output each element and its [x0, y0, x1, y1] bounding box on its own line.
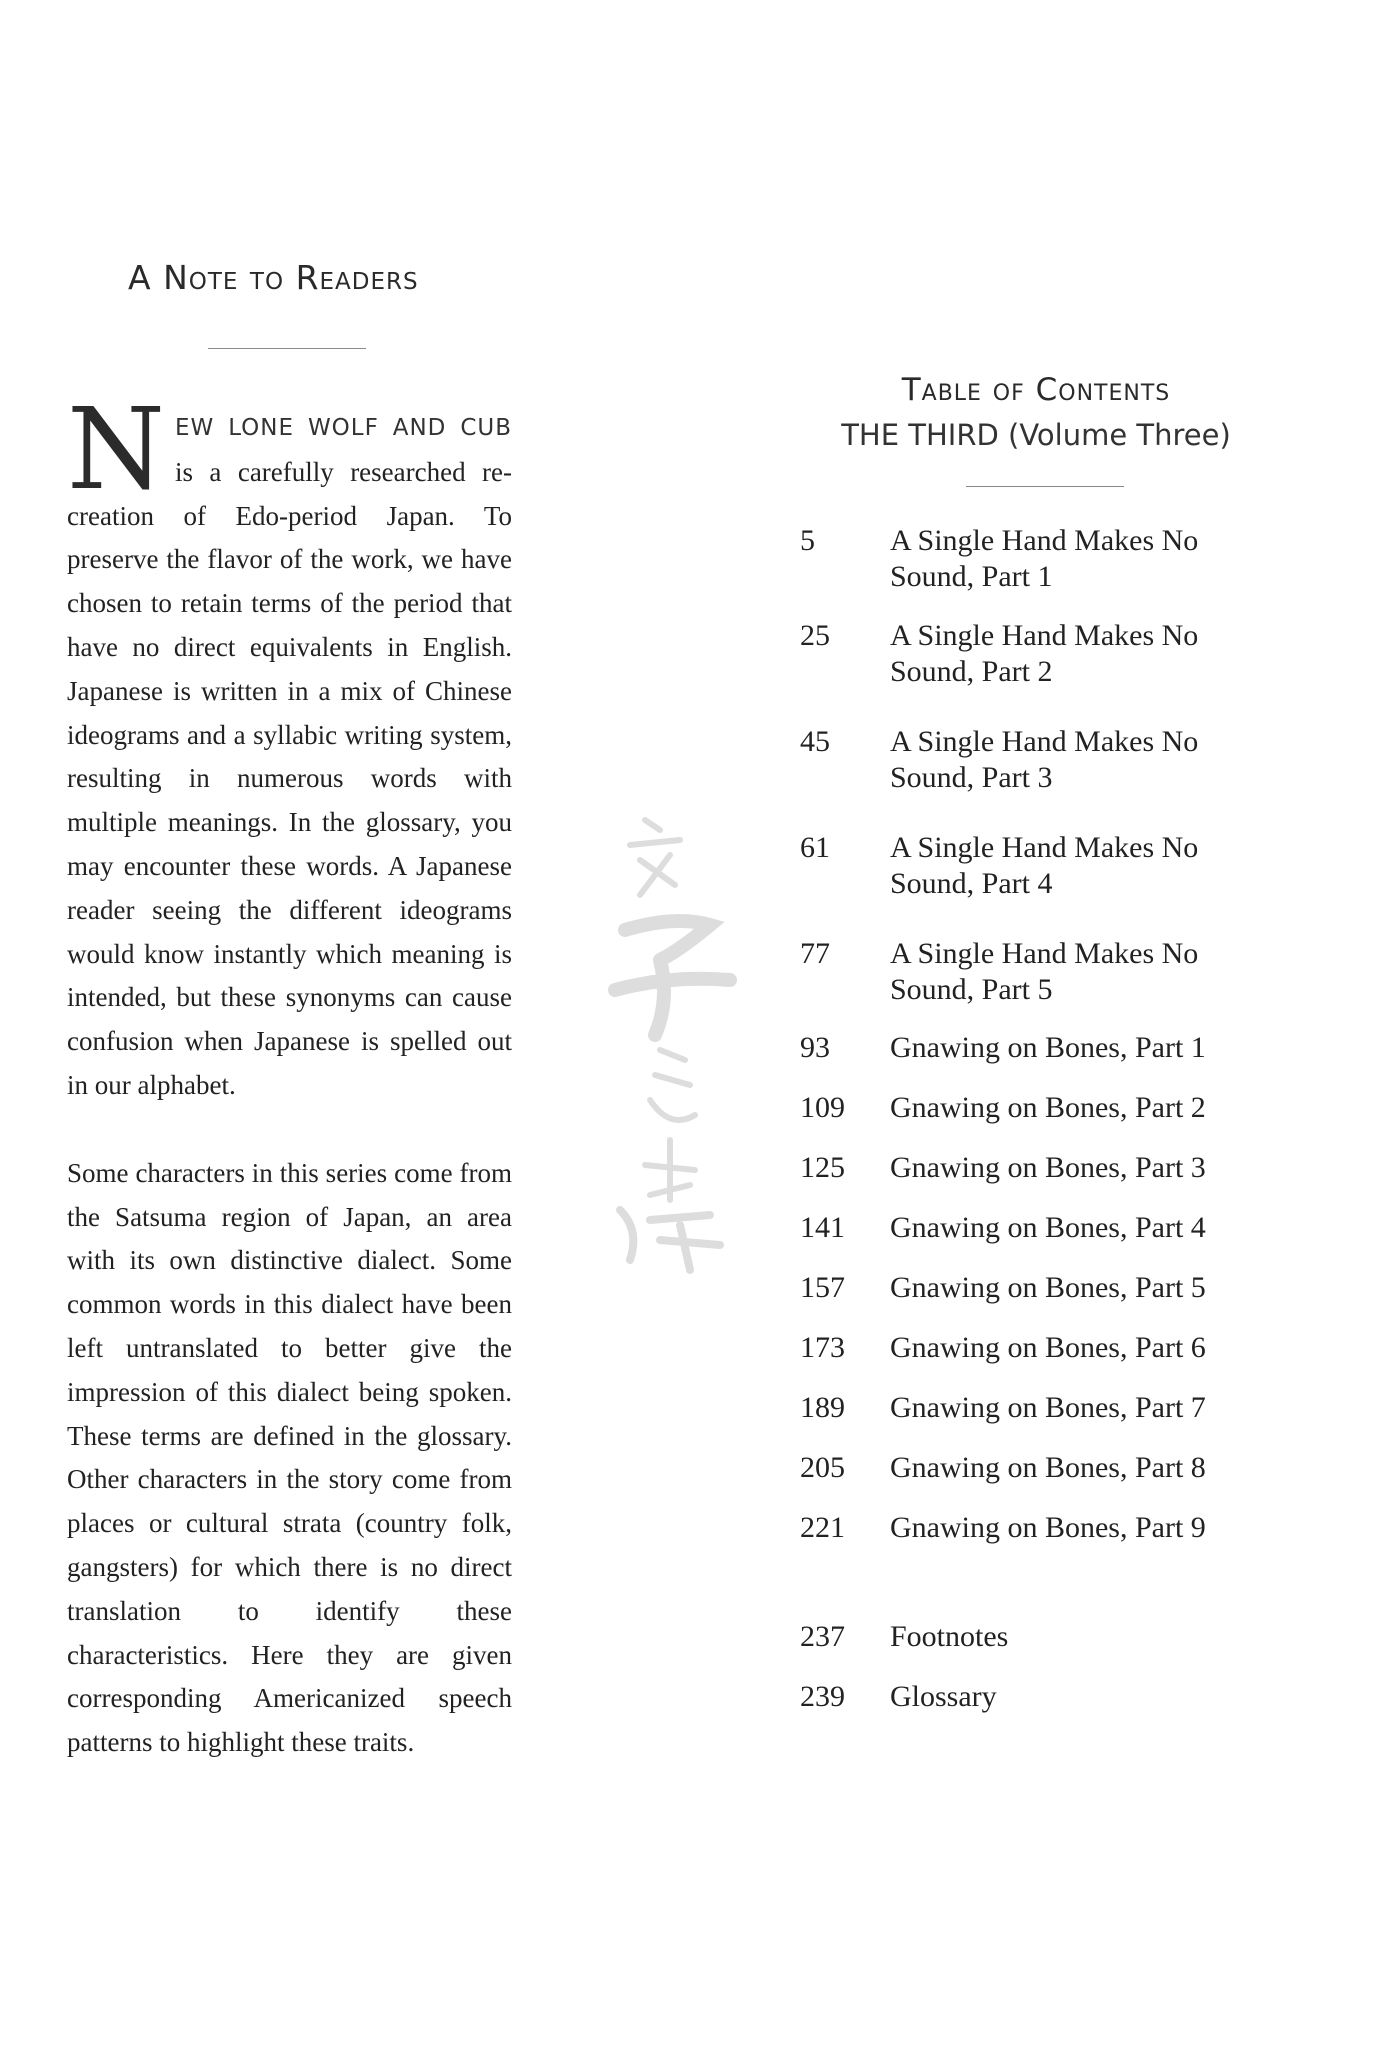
note-heading-rule — [208, 348, 366, 349]
toc-entry-title: Footnotes — [890, 1620, 1009, 1653]
toc-entry-title: A Single Hand Makes No Sound, Part 4 — [890, 831, 1199, 900]
toc-page-number: 5 — [800, 524, 815, 557]
toc-entry-title: Gnawing on Bones, Part 7 — [890, 1391, 1206, 1424]
toc-heading-rule — [966, 486, 1124, 487]
toc-entry-title: Gnawing on Bones, Part 9 — [890, 1511, 1206, 1544]
toc-subtitle: THE THIRD (Volume Three) — [841, 418, 1231, 452]
toc-page-number: 173 — [800, 1331, 845, 1364]
toc-page-number: 61 — [800, 831, 830, 864]
toc-entry-title: Gnawing on Bones, Part 1 — [890, 1031, 1206, 1064]
note-paragraph-1 — [67, 385, 512, 1108]
toc-page-number: 141 — [800, 1211, 845, 1244]
toc-page-number: 93 — [800, 1031, 830, 1064]
toc-entry-title: A Single Hand Makes No Sound, Part 3 — [890, 725, 1199, 794]
note-heading: A Note to Readers — [128, 258, 419, 297]
calligraphy-watermark — [600, 800, 750, 1280]
toc-entry-title: Gnawing on Bones, Part 3 — [890, 1151, 1206, 1184]
toc-page-number: 221 — [800, 1511, 845, 1544]
toc-page-number: 239 — [800, 1680, 845, 1713]
toc-page-number: 77 — [800, 937, 830, 970]
toc-entry-title: A Single Hand Makes No Sound, Part 5 — [890, 937, 1199, 1006]
toc-page-number: 109 — [800, 1091, 845, 1124]
lead-in-title: EW LONE WOLF AND CUB — [175, 415, 512, 441]
toc-entry-title: Gnawing on Bones, Part 8 — [890, 1451, 1206, 1484]
note-body — [67, 385, 512, 1765]
toc-heading: Table of Contents — [901, 372, 1171, 408]
toc-entry-title: Gnawing on Bones, Part 5 — [890, 1271, 1206, 1304]
toc-entry-title: Gnawing on Bones, Part 6 — [890, 1331, 1206, 1364]
drop-cap: N — [67, 385, 165, 515]
note-paragraph-2: Some characters in this series come from the Satsuma region of Japan, an area with its own distinctive dialect. Some common words in this dialect have been left untranslated to better give the impression of this dialect being spoken. These terms are defined in the glossary. Other characters in the story come from places or cultural strata (country folk, gangsters) for which there is no direct translation to identify these characteristics. Here they are given corresponding Americanized speech patterns to highlight these traits. — [67, 1157, 512, 1758]
toc-page-number: 205 — [800, 1451, 845, 1484]
toc-page-number: 189 — [800, 1391, 845, 1424]
toc-entry-title: Gnawing on Bones, Part 4 — [890, 1211, 1206, 1244]
toc-entry-title: A Single Hand Makes No Sound, Part 1 — [890, 524, 1199, 593]
toc-page-number: 237 — [800, 1620, 845, 1653]
toc-page-number: 157 — [800, 1271, 845, 1304]
toc-page-number: 25 — [800, 619, 830, 652]
toc-page-number: 45 — [800, 725, 830, 758]
toc-entry-title: Gnawing on Bones, Part 2 — [890, 1091, 1206, 1124]
note-paragraph-1-text: is a carefully researched re-creation of Edo-period Japan. To preserve the flavor of the work, we have chosen to retain terms of the period that have no direct equivalents in English. Japanese is written in a mix of Chinese ideograms and a syllabic writing system, resulting in numerous words with multiple meanings. In the glossary, you may encounter these words. A Japanese reader seeing the different ideograms would know instantly which meaning is intended, but these synonyms can cause confusion when Japanese is spelled out in our alphabet. — [67, 456, 512, 1100]
toc-page-number: 125 — [800, 1151, 845, 1184]
toc-entry-title: Glossary — [890, 1680, 997, 1713]
toc-entry-title: A Single Hand Makes No Sound, Part 2 — [890, 619, 1199, 688]
